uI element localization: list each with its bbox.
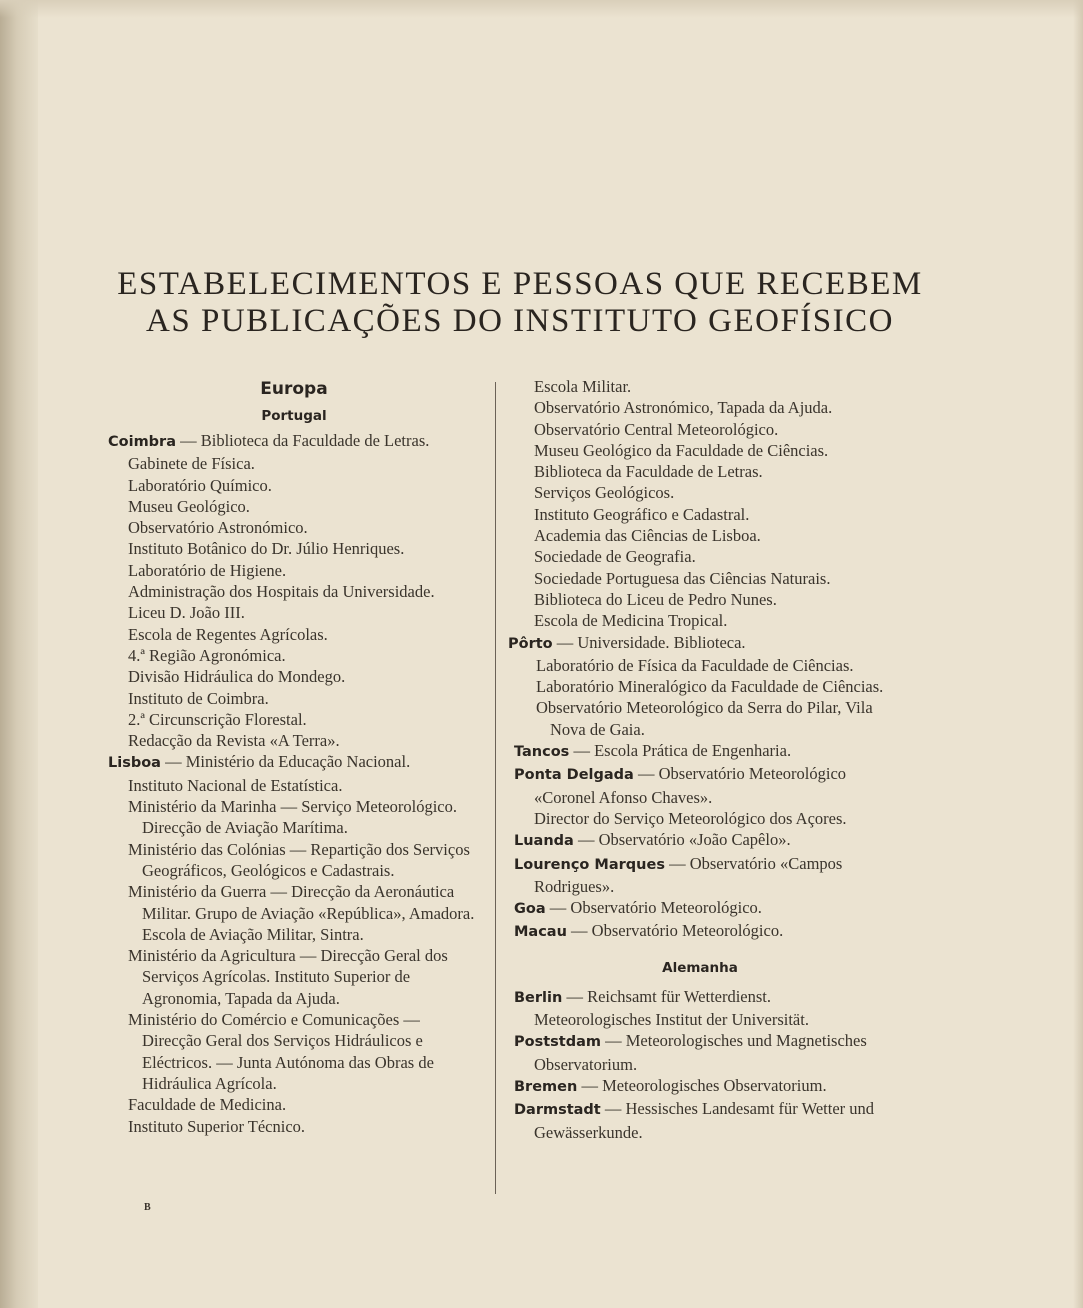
city-coimbra: Coimbra: [108, 434, 176, 450]
list-item: Redacção da Revista «A Terra».: [128, 731, 340, 751]
list-item: Academia das Ciências de Lisboa.: [534, 526, 761, 546]
list-item: Ministério da Marinha — Serviço Meteorológico. Direcção de Aviação Marítima.: [128, 797, 458, 838]
porto-first-item: — Universidade. Biblioteca.: [552, 632, 746, 652]
tancos-item: — Escola Prática de Engenharia.: [569, 741, 792, 761]
entry-porto: [508, 632, 886, 655]
list-item: Liceu D. João III.: [128, 603, 245, 623]
entry-lisboa: [108, 751, 480, 774]
list-item: Laboratório Químico.: [128, 475, 272, 495]
list-item: Instituto de Coimbra.: [128, 688, 269, 708]
city-ponta-delgada: Ponta Delgada: [514, 767, 634, 784]
entry-goa: [514, 897, 886, 920]
page-title: [90, 266, 950, 340]
city-porto: Pôrto: [508, 635, 553, 652]
list-item: Instituto Nacional de Estatística.: [128, 775, 343, 795]
list-item: Observatório Astronómico, Tapada da Ajuda.: [534, 398, 833, 418]
bremen-item: — Meteorologisches Observatorium.: [577, 1075, 827, 1095]
entry-berlin: [514, 986, 886, 1009]
city-darmstadt: Darmstadt: [514, 1102, 601, 1119]
city-bremen: Bremen: [514, 1078, 578, 1095]
list-item: Museu Geológico.: [128, 496, 250, 516]
list-item: Biblioteca do Liceu de Pedro Nunes.: [534, 589, 777, 609]
list-item: Sociedade Portuguesa das Ciências Naturais.: [534, 568, 831, 588]
berlin-item: — Reichsamt für Wetterdienst.: [562, 986, 772, 1006]
city-potsdam: Poststdam: [514, 1034, 601, 1051]
list-item: Escola de Medicina Tropical.: [534, 611, 728, 631]
list-item: Administração dos Hospitais da Universidade.: [128, 582, 435, 602]
entry-potsdam: [514, 1030, 886, 1075]
list-item: Museu Geológico da Faculdade de Ciências.: [534, 440, 829, 460]
left-column: [108, 376, 480, 1137]
list-item: Faculdade de Medicina.: [128, 1095, 287, 1115]
entry-ponta-delgada: [514, 763, 886, 808]
list-item: Divisão Hidráulica do Mondego.: [128, 667, 346, 687]
list-item: Escola de Regentes Agrícolas.: [128, 624, 328, 644]
darmstadt-item: — Hessisches Landesamt für Wetter und Gewässerkunde.: [534, 1099, 875, 1142]
entry-darmstadt: [514, 1098, 886, 1143]
city-berlin: Berlin: [514, 989, 563, 1006]
list-item: Sociedade de Geografia.: [534, 547, 696, 567]
entry-macau: [514, 920, 886, 943]
macau-item: — Observatório Meteorológico.: [566, 921, 784, 941]
list-item: Ministério da Guerra — Direcção da Aeronáutica Militar. Grupo de Aviação «República», Amadora. Escola de Aviação Militar, Sintra.: [128, 882, 475, 944]
lisboa-first-item: — Ministério da Educação Nacional.: [160, 752, 411, 772]
list-item: Meteorologisches Institut der Universität.: [534, 1010, 809, 1030]
signature-mark: B: [144, 1202, 151, 1213]
country-heading-alemanha: Alemanha: [662, 959, 738, 976]
list-item: Biblioteca da Faculdade de Letras.: [534, 462, 763, 482]
title-line-2: AS PUBLICAÇÕES DO INSTITUTO GEOFÍSICO: [146, 303, 894, 339]
city-tancos: Tancos: [514, 744, 570, 761]
city-goa: Goa: [514, 901, 546, 918]
list-item: Instituto Superior Técnico.: [128, 1116, 306, 1136]
city-lourenco-marques: Lourenço Marques: [514, 856, 665, 873]
entry-luanda: [514, 829, 886, 852]
entry-coimbra: [108, 430, 480, 453]
list-item: Ministério das Colónias — Repartição dos Serviços Geográficos, Geológicos e Cadastrais.: [128, 839, 470, 880]
city-luanda: Luanda: [514, 833, 574, 850]
list-item: Laboratório de Física da Faculdade de Ciências.: [536, 655, 854, 675]
luanda-item: — Observatório «João Capêlo».: [573, 830, 791, 850]
region-heading-europa: Europa: [260, 379, 328, 399]
country-heading-portugal: Portugal: [261, 408, 327, 424]
lourenco-marques-item: — Observatório «Campos Rodrigues».: [534, 853, 843, 896]
section-gap: [514, 944, 886, 956]
list-item: Gabinete de Física.: [128, 454, 255, 474]
list-item: Ministério do Comércio e Comunicações — Direcção Geral dos Serviços Hidráulicos e Eléctricos. — Junta Autónoma das Obras de Hidráulica Agrícola.: [128, 1010, 434, 1093]
list-item: Observatório Meteorológico da Serra do Pilar, Vila Nova de Gaia.: [536, 698, 873, 739]
entry-bremen: [514, 1075, 886, 1098]
potsdam-item: — Meteorologisches und Magnetisches Observatorium.: [534, 1031, 867, 1074]
title-line-1: ESTABELECIMENTOS E PESSOAS QUE RECEBEM: [117, 266, 923, 302]
goa-item: — Observatório Meteorológico.: [545, 898, 762, 918]
list-item: Laboratório de Higiene.: [128, 560, 287, 580]
ponta-delgada-item: — Observatório Meteorológico «Coronel Afonso Chaves».: [534, 764, 847, 807]
list-item: Director do Serviço Meteorológico dos Açores.: [534, 808, 847, 828]
list-item: Ministério da Agricultura — Direcção Geral dos Serviços Agrícolas. Instituto Superior de Agronomia, Tapada da Ajuda.: [128, 946, 448, 1008]
list-item: Escola Militar.: [534, 377, 632, 396]
column-divider: [495, 382, 496, 1194]
entry-lourenco-marques: [514, 853, 886, 898]
list-item: Observatório Astronómico.: [128, 518, 308, 538]
list-item: Laboratório Mineralógico da Faculdade de Ciências.: [536, 677, 884, 697]
list-item: Observatório Central Meteorológico.: [534, 419, 779, 439]
page-right-shadow: [1073, 0, 1083, 1308]
list-item: 2.ª Circunscrição Florestal.: [128, 709, 307, 729]
coimbra-first-item: — Biblioteca da Faculdade de Letras.: [176, 431, 430, 450]
city-macau: Macau: [514, 924, 567, 941]
list-item: Serviços Geológicos.: [534, 483, 675, 503]
city-lisboa: Lisboa: [108, 755, 161, 772]
right-column: [508, 376, 886, 1143]
list-item: Instituto Geográfico e Cadastral.: [534, 504, 750, 524]
page-gutter-shadow: [0, 0, 38, 1308]
page-top-shadow: [0, 0, 1083, 18]
list-item: 4.ª Região Agronómica.: [128, 645, 286, 665]
list-item: Instituto Botânico do Dr. Júlio Henriques.: [128, 539, 405, 559]
entry-tancos: [514, 740, 886, 763]
